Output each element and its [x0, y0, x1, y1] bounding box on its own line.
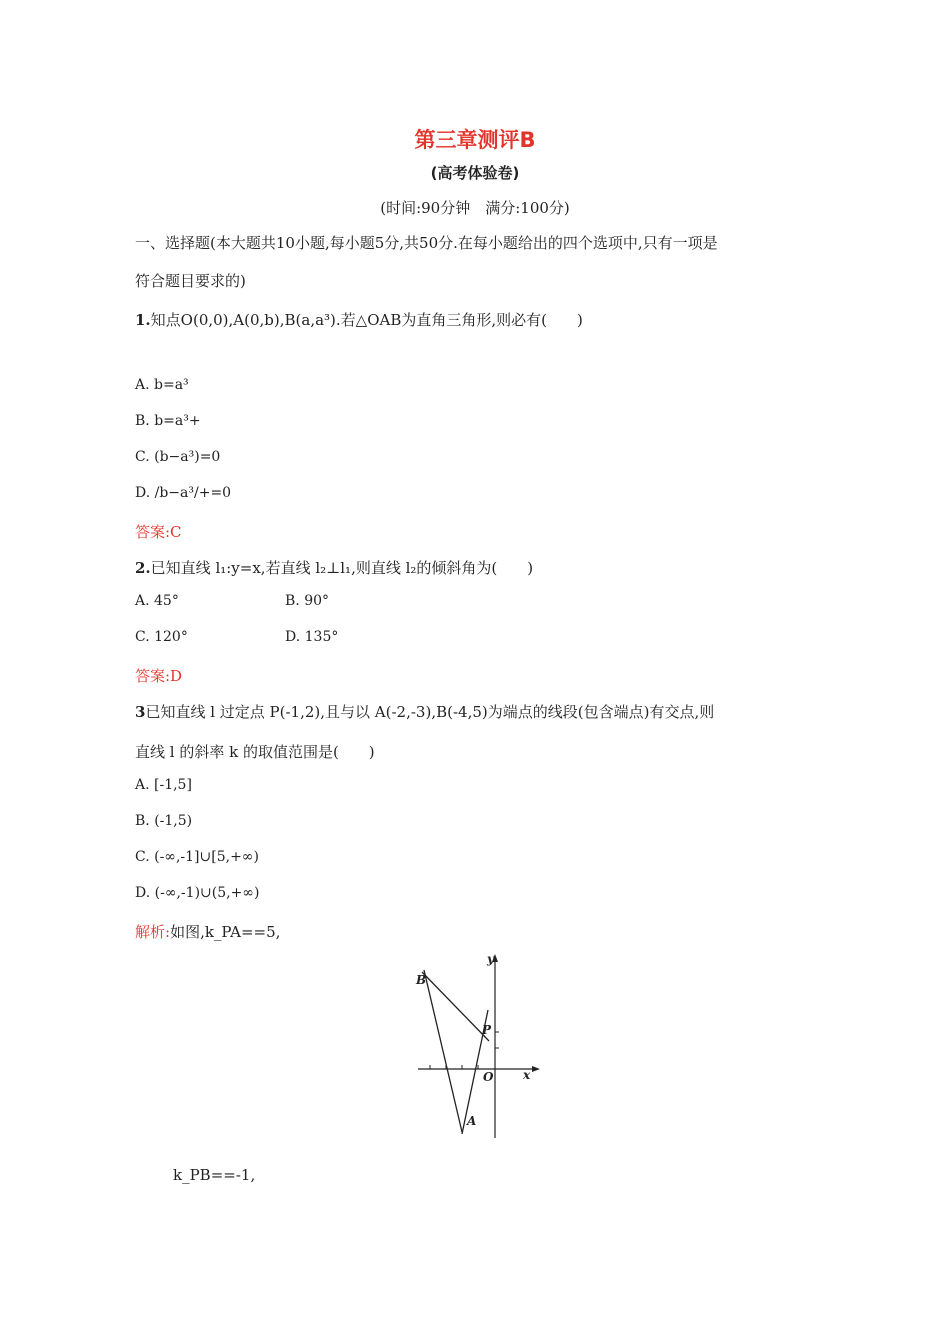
q1-option-b: B. b=a³+	[135, 413, 201, 429]
page-title: 第三章测评B	[414, 128, 536, 152]
q2-option-b: B. 90°	[285, 593, 330, 609]
point-a-label: A	[467, 1114, 477, 1128]
question-1	[135, 309, 583, 330]
question-2-number: 2.	[135, 559, 151, 577]
q3-option-a: A. [-1,5]	[135, 777, 192, 793]
origin-label: O	[483, 1070, 494, 1084]
q2-option-a: A. 45°	[135, 593, 179, 609]
coordinate-figure	[410, 948, 550, 1140]
q3-option-c: C. (-∞,-1]∪[5,+∞)	[135, 849, 259, 865]
question-3-line2: 直线 l 的斜率 k 的取值范围是( )	[135, 743, 375, 761]
exam-meta: (时间:90分钟 满分:100分)	[380, 199, 570, 217]
question-2	[135, 557, 533, 578]
q1-answer: 答案:C	[135, 523, 182, 541]
q2-option-c: C. 120°	[135, 629, 188, 645]
q1-option-c: C. (b−a³)=0	[135, 449, 221, 465]
x-axis-arrow	[532, 1066, 540, 1072]
point-b-label: B	[416, 973, 427, 987]
q1-option-a: A. b=a³	[135, 377, 189, 393]
question-3	[135, 701, 714, 722]
x-label: x	[523, 1068, 531, 1082]
question-1-number: 1.	[135, 311, 151, 329]
q3-option-b: B. (-1,5)	[135, 813, 193, 829]
question-3-line1: 已知直线 l 过定点 P(-1,2),且与以 A(-2,-3),B(-4,5)为端点的线段(包含端点)有交点,则	[145, 703, 715, 721]
section-instructions-line1: 一、选择题(本大题共10小题,每小题5分,共50分.在每小题给出的四个选项中,只有一项是	[135, 234, 718, 252]
q3-analysis-text: 如图,	[170, 923, 205, 941]
q3-kpb: k_PB==-1,	[173, 1166, 256, 1184]
q3-kpa: k_PA==5,	[204, 923, 281, 941]
q1-option-d: D. /b−a³/+=0	[135, 485, 232, 501]
q2-option-d: D. 135°	[285, 629, 339, 645]
q2-answer: 答案:D	[135, 667, 183, 685]
q3-analysis-label: 解析:	[135, 923, 171, 941]
page-subtitle: (高考体验卷)	[430, 164, 520, 182]
question-3-number: 3	[135, 703, 146, 721]
y-label: y	[487, 952, 494, 966]
q3-analysis	[135, 921, 280, 942]
section-instructions-line2: 符合题目要求的)	[135, 272, 246, 290]
question-1-text: 知点O(0,0),A(0,b),B(a,a³).若△OAB为直角三角形,则必有( )	[150, 311, 583, 329]
question-2-text: 已知直线 l₁:y=x,若直线 l₂⊥l₁,则直线 l₂的倾斜角为( )	[150, 559, 534, 577]
q3-option-d: D. (-∞,-1)∪(5,+∞)	[135, 885, 260, 901]
point-p-label: P	[482, 1023, 492, 1037]
